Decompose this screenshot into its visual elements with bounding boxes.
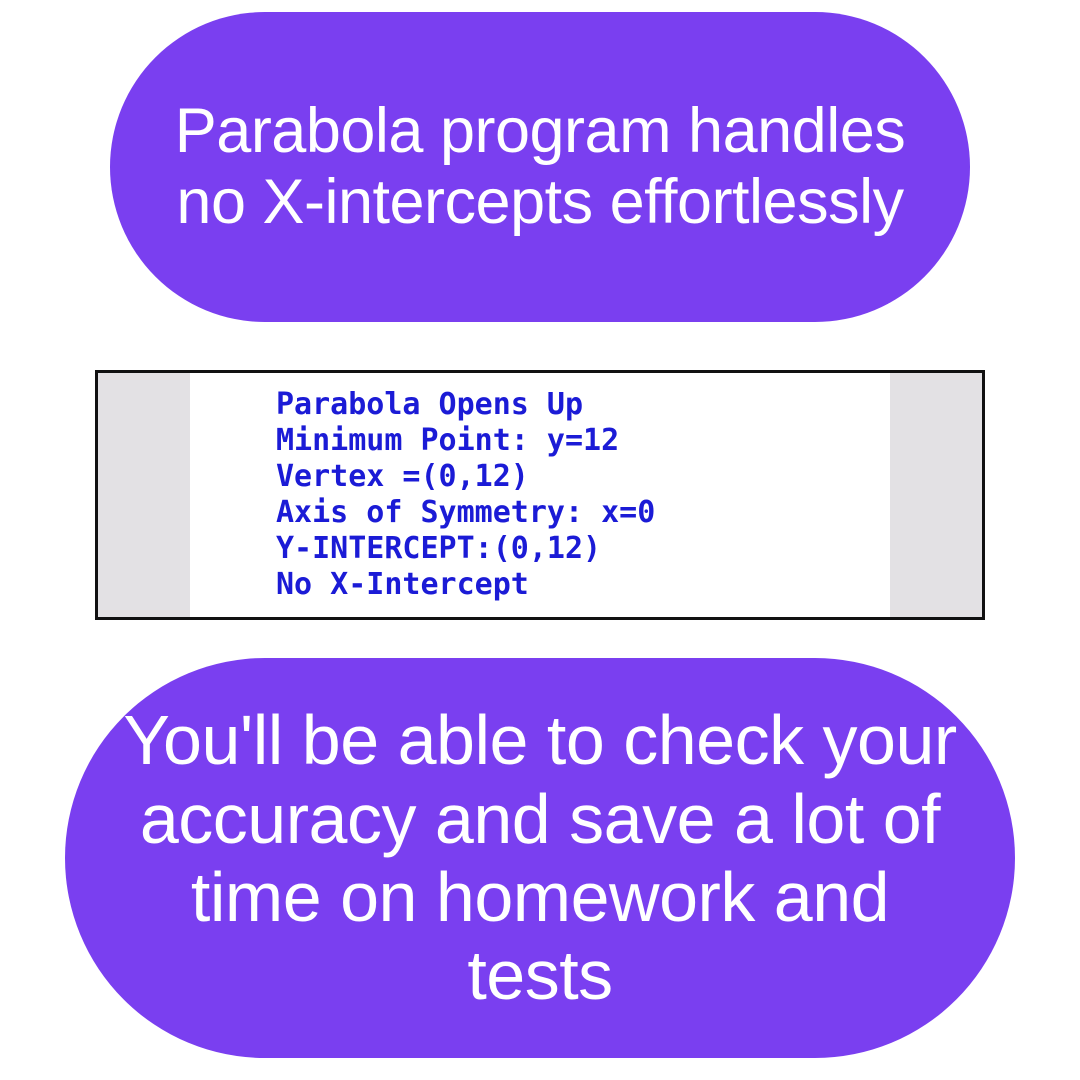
calc-output-line: Vertex =(0,12) xyxy=(276,459,529,494)
calc-output-line: Minimum Point: y=12 xyxy=(276,423,620,458)
top-caption-text: Parabola program handles no X-intercepts effortlessly xyxy=(174,96,906,237)
bottom-caption-bubble xyxy=(65,658,1015,1058)
calc-output-line: Axis of Symmetry: x=0 xyxy=(276,495,656,530)
calc-output-line: Y-INTERCEPT:(0,12) xyxy=(276,531,602,566)
calculator-screen xyxy=(190,373,890,617)
calc-output-line: No X-Intercept xyxy=(276,567,529,602)
calc-output-line: Parabola Opens Up xyxy=(276,387,584,422)
calculator-screenshot xyxy=(95,370,985,620)
bottom-caption-text: You'll be able to check your accuracy and save a lot of time on homework and tests xyxy=(123,701,957,1015)
top-caption-bubble xyxy=(110,12,970,322)
